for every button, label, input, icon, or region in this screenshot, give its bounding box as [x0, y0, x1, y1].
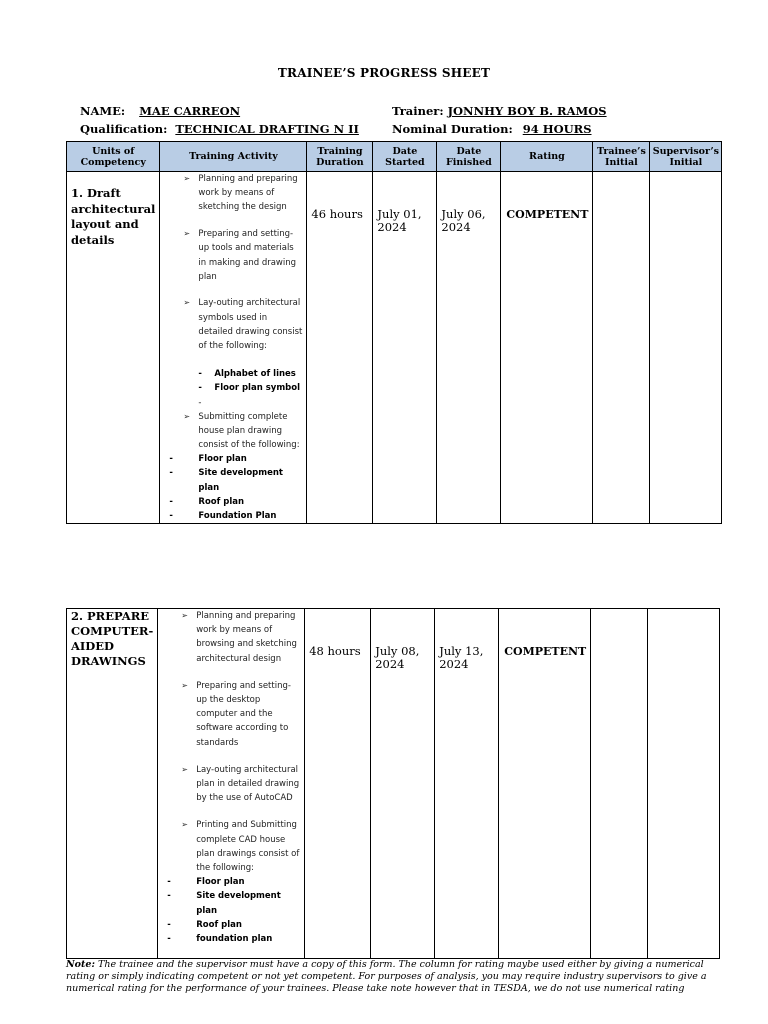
- qualification-label: Qualification:: [80, 122, 168, 136]
- duration-label: Nominal Duration:: [392, 122, 513, 136]
- activity-item: ➢ Planning and preparing work by means of browsing and sketching architectural design: [158, 609, 304, 666]
- qualification-field: [80, 122, 359, 136]
- activity-item: ➢ Lay-outing architectural symbols used in detailed drawing consist of the following:: [160, 296, 306, 353]
- deliverable-item: - Roof plan: [160, 495, 306, 509]
- trainee-initial: [591, 609, 648, 959]
- progress-table-2: [66, 608, 720, 959]
- training-activity: [160, 172, 307, 524]
- name-label: NAME:: [80, 104, 126, 118]
- date-finished: July 13, 2024: [435, 609, 499, 959]
- qualification-value: TECHNICAL DRAFTING N II: [175, 122, 359, 136]
- date-finished: July 06, 2024: [437, 172, 501, 524]
- column-header: Units of Competency: [67, 142, 160, 172]
- deliverable-item: - Foundation Plan: [160, 509, 306, 523]
- name-value: MAE CARREON: [139, 104, 241, 118]
- page-title: TRAINEE’S PROGRESS SHEET: [277, 66, 491, 80]
- column-header: Rating: [501, 142, 593, 172]
- symbol-item: - Floor plan symbol: [160, 381, 306, 395]
- column-header: Training Activity: [160, 142, 307, 172]
- trainer-value: JONNHY BOY B. RAMOS: [447, 104, 607, 118]
- trainee-initial: [593, 172, 650, 524]
- activity-item: ➢ Preparing and setting-up the desktop computer and the software according to standards: [158, 679, 304, 750]
- activity-item: ➢ Submitting complete house plan drawing consist of the following:: [160, 410, 306, 453]
- training-activity: [158, 609, 305, 959]
- unit-of-competency: 2. PREPARE COMPUTER-AIDED DRAWINGS: [67, 609, 158, 959]
- date-started: July 08, 2024: [371, 609, 435, 959]
- trainer-field: [392, 104, 607, 118]
- name-field: [80, 104, 240, 118]
- table-row: [67, 172, 722, 524]
- deliverable-item: - foundation plan: [158, 932, 304, 946]
- training-duration: 46 hours: [307, 172, 373, 524]
- deliverable-item: - Site development plan: [158, 889, 304, 917]
- empty-dash: -: [198, 397, 202, 408]
- column-header: Supervisor’s Initial: [650, 142, 722, 172]
- deliverable-item: - Roof plan: [158, 918, 304, 932]
- deliverable-item: - Floor plan: [160, 452, 306, 466]
- activity-item: ➢ Planning and preparing work by means of sketching the design: [160, 172, 306, 215]
- note-text: The trainee and the supervisor must have a copy of this form. The column for rating maybe used either by giving a numerical rating or simply indicating competent or not yet competent. For purposes of analysis, you may require industry supervisors to give a numerical rating for the performance of your trainees. Please take note however that in TESDA, we do not use numerical rating: [66, 959, 707, 994]
- supervisor-initial: [650, 172, 722, 524]
- progress-table-1: [66, 141, 722, 524]
- duration-value: 94 HOURS: [522, 122, 592, 136]
- rating: COMPETENT: [501, 172, 593, 524]
- activity-item: ➢ Lay-outing architectural plan in detailed drawing by the use of AutoCAD: [158, 763, 304, 806]
- table-row: [67, 609, 720, 959]
- date-started: July 01, 2024: [373, 172, 437, 524]
- unit-of-competency: 1. Draft architectural layout and details: [67, 172, 160, 524]
- symbol-item: - Alphabet of lines: [160, 367, 306, 381]
- column-header: Date Started: [373, 142, 437, 172]
- table-header-row: [67, 142, 722, 172]
- deliverable-item: - Site development plan: [160, 466, 306, 494]
- column-header: Trainee’s Initial: [593, 142, 650, 172]
- note-label: Note:: [66, 959, 95, 970]
- duration-field: [392, 122, 592, 136]
- activity-item: ➢ Preparing and setting-up tools and materials in making and drawing plan: [160, 227, 306, 284]
- deliverable-item: - Floor plan: [158, 875, 304, 889]
- footnote: [66, 959, 716, 995]
- training-duration: 48 hours: [305, 609, 371, 959]
- trainer-label: Trainer:: [392, 104, 444, 118]
- column-header: Date Finished: [437, 142, 501, 172]
- activity-item: ➢ Printing and Submitting complete CAD house plan drawings consist of the following:: [158, 818, 304, 875]
- column-header: Training Duration: [307, 142, 373, 172]
- rating: COMPETENT: [499, 609, 591, 959]
- supervisor-initial: [648, 609, 720, 959]
